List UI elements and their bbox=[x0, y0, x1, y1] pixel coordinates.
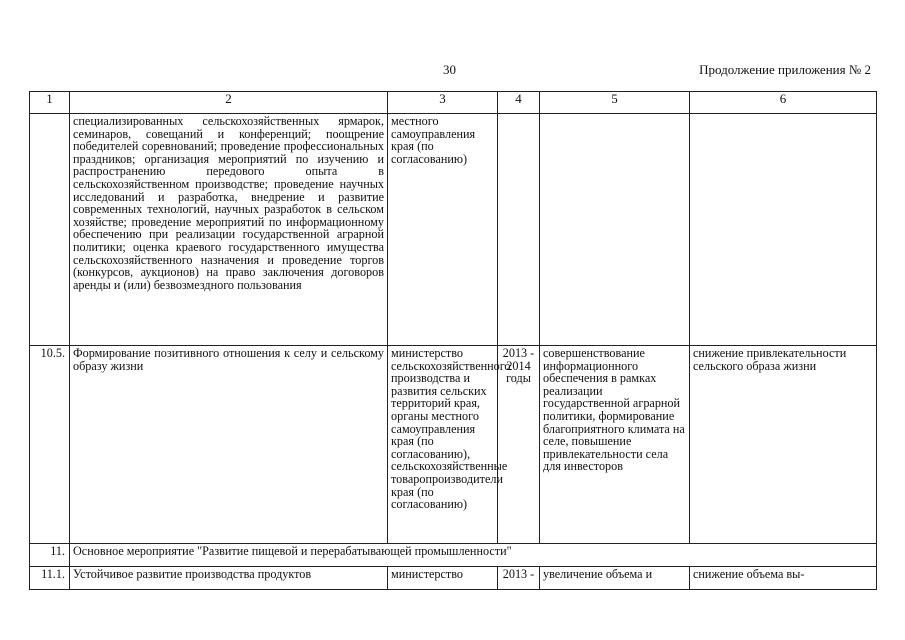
column-header: 4 bbox=[498, 92, 540, 114]
executor-text: местного самоуправления края (по согласованию) bbox=[388, 114, 498, 346]
consequence-text: снижение привлекательности сельского образа жизни bbox=[690, 346, 877, 544]
table-row bbox=[30, 544, 877, 567]
years-text: 2013 - bbox=[498, 567, 540, 590]
measure-text: Устойчивое развитие производства продуктов bbox=[70, 567, 388, 590]
row-number: 11. bbox=[30, 544, 70, 567]
column-header: 5 bbox=[540, 92, 690, 114]
main-measure-text: Основное мероприятие "Развитие пищевой и перерабатывающей промышленности" bbox=[70, 544, 877, 567]
page-number: 30 bbox=[443, 62, 456, 77]
table-header-row bbox=[30, 92, 877, 114]
consequence-text bbox=[690, 114, 877, 346]
measure-text: специализированных сельскохозяйственных ярмарок, семинаров, совещаний и конференций; поощрение победителей соревнований; проведение профессиональных праздников; организация мероприятий по изучению и распространению передового опыта в сельскохозяйственном производстве; проведение научных исследований и разработка, внедрение и развитие современных технологий, научных разработок в сельском хозяйстве; проведение мероприятий по информационному обеспечению при реализации государственной аграрной политики; оценка краевого государственного имущества сельскохозяйственного назначения и проведение торгов (конкурсов, аукционов) на право заключения договоров аренды и (или) безвозмездного пользования bbox=[70, 114, 388, 346]
years-text: 2013 - 2014 годы bbox=[498, 346, 540, 544]
column-header: 6 bbox=[690, 92, 877, 114]
column-header: 2 bbox=[70, 92, 388, 114]
result-text: совершенствование информационного обеспечения в рамках реализации государственной аграрной политики, формирование благоприятного климата на селе, повышение привлекательности села для инвесторов bbox=[540, 346, 690, 544]
row-number: 11.1. bbox=[30, 567, 70, 590]
measure-text: Формирование позитивного отношения к селу и сельскому образу жизни bbox=[70, 346, 388, 544]
result-text bbox=[540, 114, 690, 346]
row-number bbox=[30, 114, 70, 346]
years-text bbox=[498, 114, 540, 346]
table-row bbox=[30, 346, 877, 544]
consequence-text: снижение объема вы- bbox=[690, 567, 877, 590]
column-header: 1 bbox=[30, 92, 70, 114]
measures-table bbox=[29, 91, 877, 590]
table-row bbox=[30, 114, 877, 346]
row-number: 10.5. bbox=[30, 346, 70, 544]
result-text: увеличение объема и bbox=[540, 567, 690, 590]
executor-text: министерство bbox=[388, 567, 498, 590]
executor-text: министерство сельскохозяйственного производства и развития сельских территорий края, органы местного самоуправления края (по согласованию), сельскохозяйственные товаропроизводители края (по согласованию) bbox=[388, 346, 498, 544]
table-row bbox=[30, 567, 877, 590]
continuation-label: Продолжение приложения № 2 bbox=[699, 62, 871, 77]
column-header: 3 bbox=[388, 92, 498, 114]
